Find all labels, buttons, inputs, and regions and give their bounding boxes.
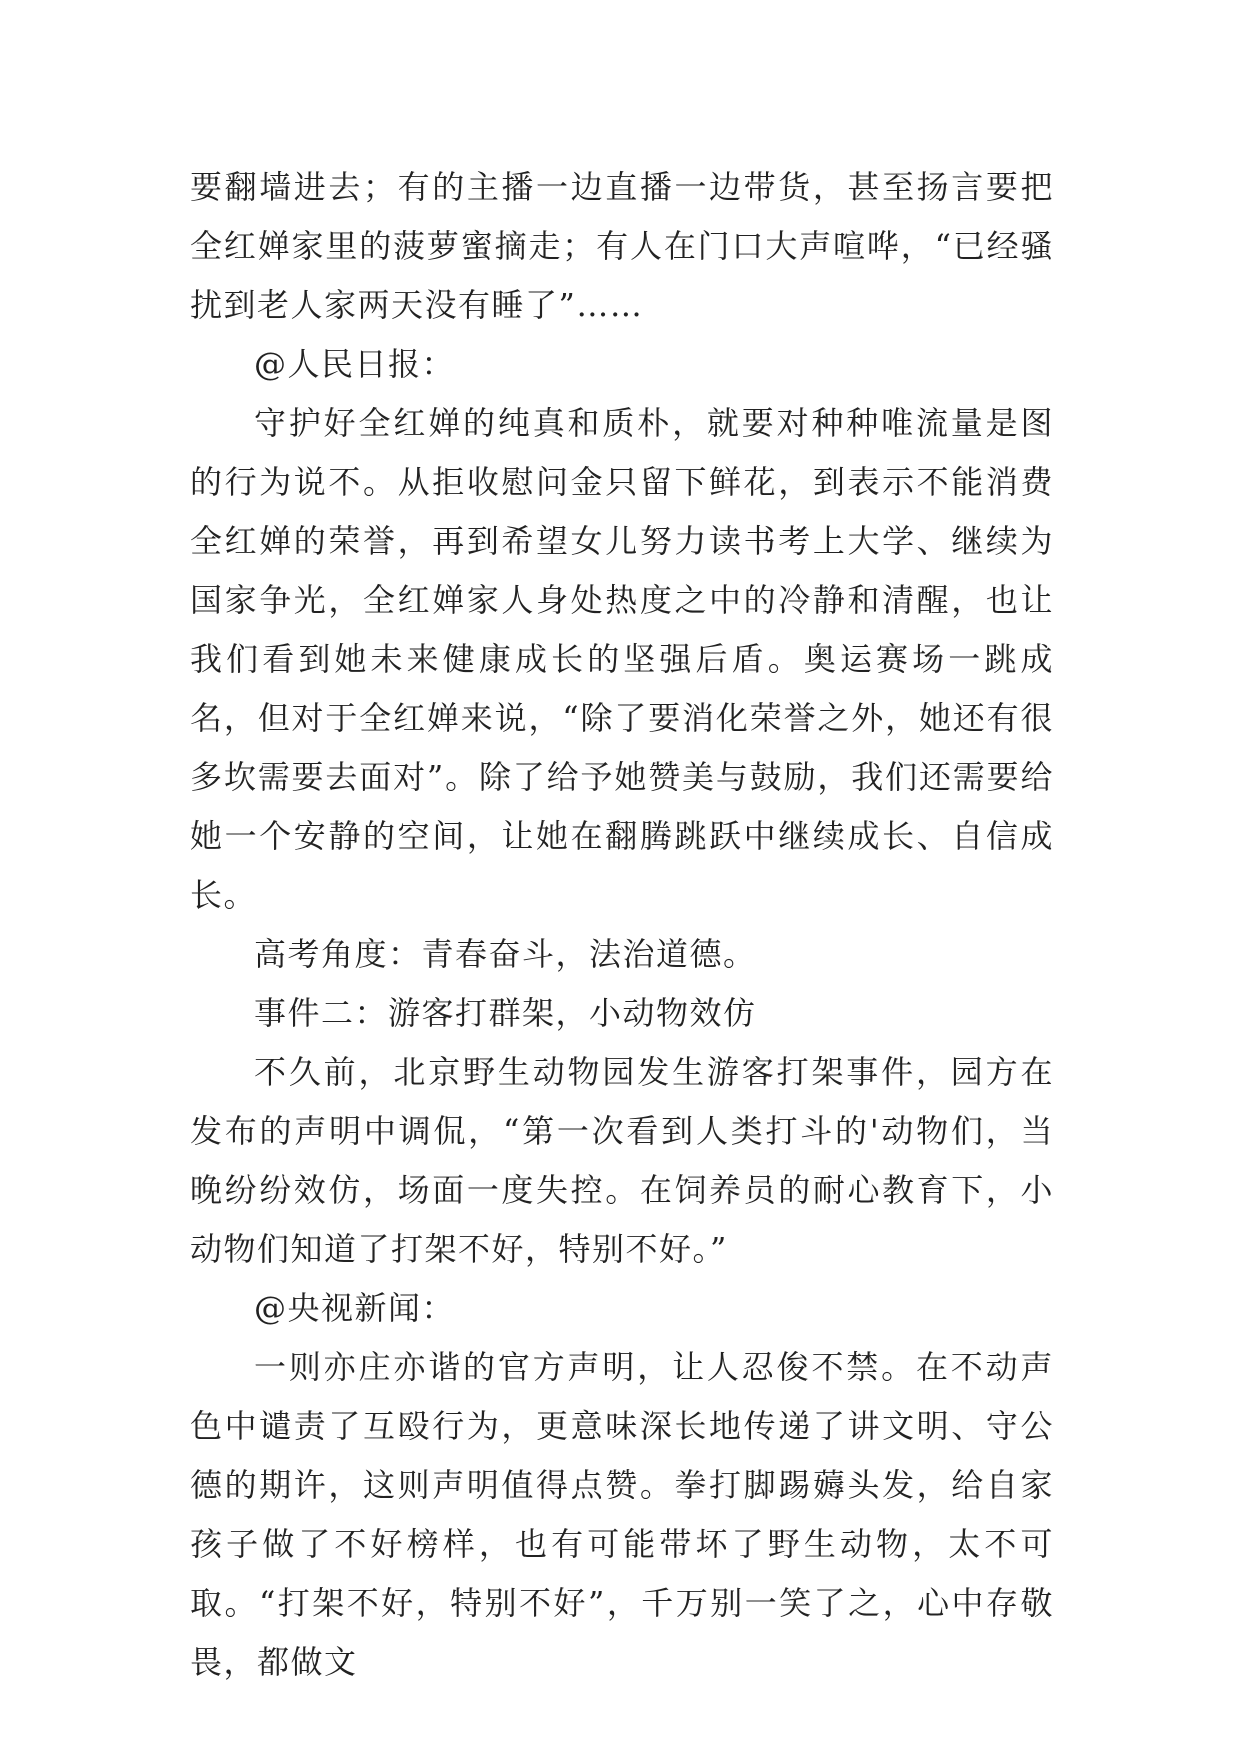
document-page	[190, 158, 1054, 1692]
paragraph-comment-cctv: 一则亦庄亦谐的官方声明，让人忍俊不禁。在不动声色中谴责了互殴行为，更意味深长地传递了讲文明、守公德的期许，这则声明值得点赞。拳打脚踢薅头发，给自家孩子做了不好榜样，也有可能带坏了野生动物，太不可取。“打架不好，特别不好”，千万别一笑了之，心中存敬畏，都做文	[190, 1348, 1054, 1681]
source-cctv-news: @央视新闻：	[254, 1289, 456, 1327]
paragraph-continued: 要翻墙进去；有的主播一边直播一边带货，甚至扬言要把全红婵家里的菠萝蜜摘走；有人在门口大声喧哗，“已经骚扰到老人家两天没有睡了”……	[190, 168, 1054, 324]
exam-angle: 高考角度：青春奋斗，法治道德。	[254, 935, 757, 973]
source-people-daily: @人民日报：	[254, 345, 456, 383]
event-two-heading: 事件二：游客打群架，小动物效仿	[254, 994, 757, 1032]
paragraph-comment-people-daily: 守护好全红婵的纯真和质朴，就要对种种唯流量是图的行为说不。从拒收慰问金只留下鲜花，到表示不能消费全红婵的荣誉，再到希望女儿努力读书考上大学、继续为国家争光，全红婵家人身处热度之中的冷静和清醒，也让我们看到她未来健康成长的坚强后盾。奥运赛场一跳成名，但对于全红婵来说，“除了要消化荣誉之外，她还有很多坎需要去面对”。除了给予她赞美与鼓励，我们还需要给她一个安静的空间，让她在翻腾跳跃中继续成长、自信成长。	[190, 404, 1054, 914]
paragraph-event-two: 不久前，北京野生动物园发生游客打架事件，园方在发布的声明中调侃，“第一次看到人类打斗的'动物们，当晚纷纷效仿，场面一度失控。在饲养员的耐心教育下，小动物们知道了打架不好，特别不好。”	[190, 1053, 1054, 1268]
